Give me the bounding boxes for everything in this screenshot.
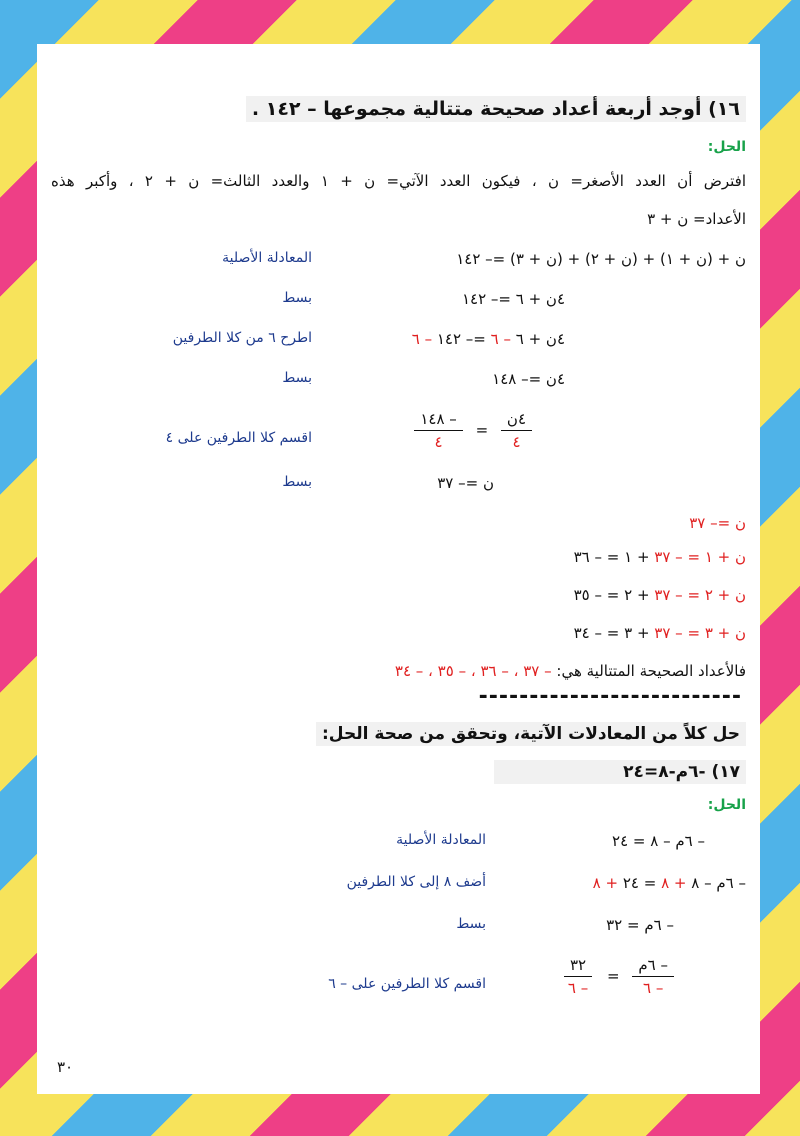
solution-label: الحل: (707, 797, 746, 813)
result-line: ن =– ٣٧ (689, 514, 746, 532)
section-title: حل كلاً من المعادلات الآتية، وتحقق من صحة الحل: (316, 722, 746, 746)
step-note: اطرح ٦ من كلا الطرفين (172, 330, 312, 346)
page-number: ٣٠ (57, 1058, 74, 1076)
step-note: المعادلة الأصلية (396, 832, 486, 848)
equation-highlight: + ٨ (592, 874, 623, 892)
step-note: بسط (282, 290, 312, 306)
step-note: اقسم كلا الطرفين على – ٦ (328, 976, 486, 992)
equation-highlight: – ٦ (485, 330, 516, 348)
step-note: بسط (282, 370, 312, 386)
step-note: بسط (456, 916, 486, 932)
result-line (574, 586, 746, 604)
fraction-numerator: – ٦م (632, 956, 674, 977)
equation-part: =– ١٤٢ (436, 330, 486, 348)
separator: -------------------------- (478, 684, 742, 709)
result-value: – ٣٧ (654, 548, 683, 566)
result-lhs: ن + ٣ = (687, 624, 746, 642)
equation-part: – ٦م – ٨ (691, 874, 746, 892)
fraction-denominator: ٤ (434, 433, 443, 451)
result-value: – ٣٧ (654, 624, 683, 642)
equation-step: ٤ن =– ١٤٨ (492, 370, 565, 388)
result-line (574, 548, 746, 566)
equation-highlight: + ٨ (656, 874, 692, 892)
equation-part: ٤ن + ٦ (515, 330, 565, 348)
fraction-numerator: ٣٢ (564, 956, 592, 977)
fraction-lhs (501, 410, 532, 451)
equals-sign: = (475, 421, 489, 439)
result-lhs: ن + ٢ = (687, 586, 746, 604)
step-note: أضف ٨ إلى كلا الطرفين (346, 874, 486, 890)
fraction-numerator: ٤ن (501, 410, 532, 431)
result-line (574, 624, 746, 642)
equation-step (593, 874, 746, 892)
equation-highlight: – ٦ (411, 330, 437, 348)
solution-label: الحل: (707, 139, 746, 155)
fraction-lhs (632, 956, 674, 997)
fraction-denominator: ٤ (512, 433, 521, 451)
fraction-rhs (562, 956, 594, 997)
problem-17-title: ١٧) -٦م-٨=٢٤ (494, 760, 746, 784)
equation-part: = ٢٤ (622, 874, 657, 892)
equation-step (412, 330, 565, 348)
fraction-equation (562, 956, 674, 997)
result-rest: + ٢ = – ٣٥ (573, 586, 655, 604)
intro-line-1: افترض أن العدد الأصغر= ن ، فيكون العدد الآتي= ن + ١ والعدد الثالث= ن + ٢ ، وأكبر هذه (51, 172, 746, 190)
problem-16-title: ١٦) أوجد أربعة أعداد صحيحة متتالية مجموعها – ١٤٢ . (246, 96, 746, 122)
document-page (37, 44, 760, 1094)
equation-step: ن =– ٣٧ (437, 474, 494, 492)
result-lhs: ن + ١ = (687, 548, 746, 566)
result-value: – ٣٧ (654, 586, 683, 604)
step-note: اقسم كلا الطرفين على ٤ (165, 430, 312, 446)
step-note: المعادلة الأصلية (222, 250, 312, 266)
conclusion-values: – ٣٧ ، – ٣٦ ، – ٣٥ ، – ٣٤ (394, 662, 552, 680)
result-rest: + ١ = – ٣٦ (573, 548, 655, 566)
equation-step: ٤ن + ٦ =– ١٤٢ (461, 290, 565, 308)
conclusion (395, 662, 746, 680)
fraction-equation (414, 410, 532, 451)
step-note: بسط (282, 474, 312, 490)
result-rest: + ٣ = – ٣٤ (573, 624, 655, 642)
equals-sign: = (607, 967, 620, 985)
fraction-rhs (414, 410, 462, 451)
equation-step: – ٦م = ٣٢ (606, 916, 674, 934)
equation-step: ن + (ن + ١) + (ن + ٢) + (ن + ٣) =– ١٤٢ (456, 250, 746, 268)
conclusion-label: فالأعداد الصحيحة المتتالية هي: (551, 662, 746, 680)
fraction-denominator: – ٦ (567, 979, 589, 997)
intro-line-2: الأعداد= ن + ٣ (647, 210, 746, 228)
fraction-numerator: – ١٤٨ (414, 410, 462, 431)
fraction-denominator: – ٦ (643, 979, 664, 997)
equation-step: – ٦م – ٨ = ٢٤ (612, 832, 705, 850)
